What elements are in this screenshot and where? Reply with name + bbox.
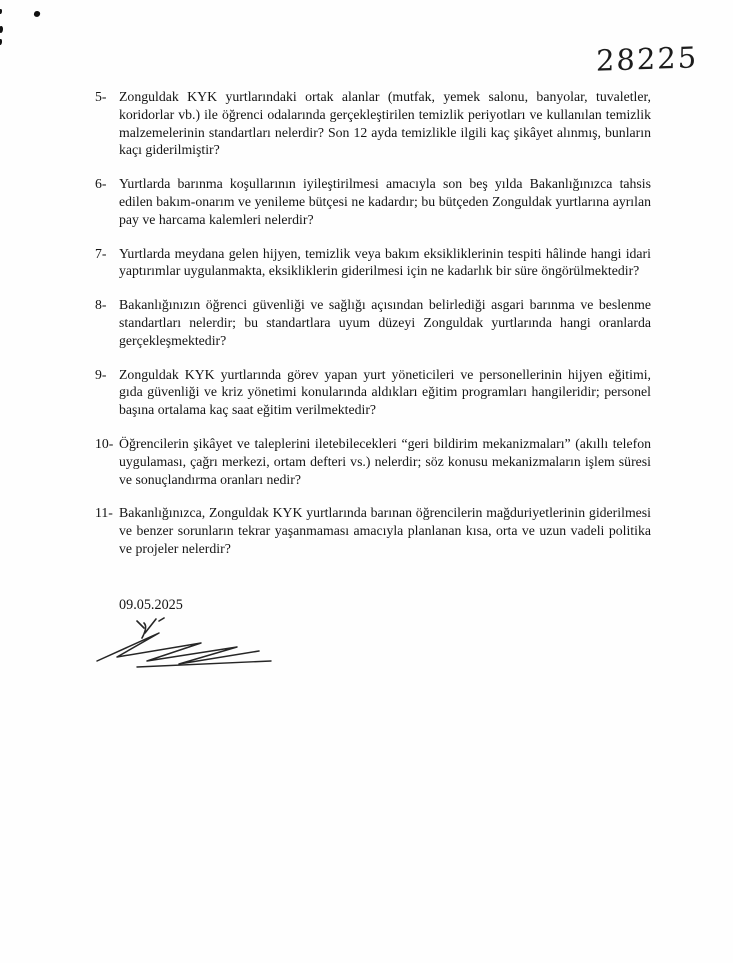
question-number: 9- — [95, 366, 107, 382]
question-number: 8- — [95, 297, 107, 313]
date-text: 09.05.2025 — [119, 596, 183, 613]
question-item-11 — [95, 504, 651, 557]
handwritten-page-number: 28225 — [595, 40, 699, 78]
question-number: 5- — [95, 89, 107, 104]
signature — [89, 616, 289, 674]
question-item-6 — [95, 175, 651, 228]
question-text: Bakanlığınızca, Zonguldak KYK yurtlarında barınan öğrencilerin mağduriyetlerinin giderilmesi ve benzer sorunların tekrar yaşanmaması amacıyla planlanan kısa, orta ve uzun vadeli politika ve projeler nelerdir? — [119, 505, 651, 556]
question-text: Öğrencilerin şikâyet ve taleplerini iletebilecekleri “geri bildirim mekanizmaları” (akıllı telefon uygulaması, çağrı merkezi, ortam defteri vs.) nelerdir; söz konusu mekanizmaların işlem süresi ve sonuçlandırma oranları nedir? — [119, 435, 651, 487]
question-text: Zonguldak KYK yurtlarındaki ortak alanlar (mutfak, yemek salonu, banyolar, tuvaletler, koridorlar vb.) ile öğrenci odalarında gerçekleştirilen temizlik periyotları ve kullanılan temizlik malzemelerinin standartları nelerdir? Son 12 ayda temizlikle ilgili kaç şikâyet alınmış, bunların kaçı giderilmiştir? — [119, 89, 651, 158]
question-text: Yurtlarda barınma koşullarının iyileştirilmesi amacıyla son beş yılda Bakanlığınızca tahsis edilen bakım-onarım ve yenileme bütçesi ne kadardır; bu bütçeden Zonguldak yurtlarına ayrılan pay ve harcama kalemleri nelerdir? — [119, 176, 651, 227]
ink-speck — [0, 39, 2, 45]
question-number: 7- — [95, 245, 107, 261]
question-number: 10- — [95, 435, 114, 451]
question-text: Bakanlığınızın öğrenci güvenliği ve sağlığı açısından belirlediği asgari barınma ve beslenme standartları nelerdir; bu standartlara uyum düzeyi Zonguldak yurtlarında hangi oranlarda gerçekleşmektedir? — [119, 297, 651, 348]
question-number: 6- — [95, 176, 107, 192]
question-item-9 — [95, 366, 651, 419]
question-item-10 — [95, 435, 651, 488]
question-item-8 — [95, 296, 651, 349]
ink-speck — [0, 26, 3, 33]
question-text: Zonguldak KYK yurtlarında görev yapan yurt yöneticileri ve personellerinin hijyen eğitimi, gıda güvenliği ve kriz yönetimi konularında aldıkları eğitim programları hangileridir; personel başına ortalama kaç saat eğitim verilmektedir? — [119, 366, 651, 418]
ink-speck — [0, 9, 2, 14]
question-item-7 — [95, 245, 651, 281]
question-list — [95, 88, 651, 674]
question-text: Yurtlarda meydana gelen hijyen, temizlik veya bakım eksikliklerinin tespiti hâlinde hangi idari yaptırımlar uygulanmakta, eksikliklerin giderilmesi için ne kadarlık bir süre öngörülmektedir? — [119, 245, 651, 279]
ink-speck — [33, 10, 41, 18]
question-item-5 — [95, 88, 651, 159]
question-number: 11- — [95, 505, 113, 521]
